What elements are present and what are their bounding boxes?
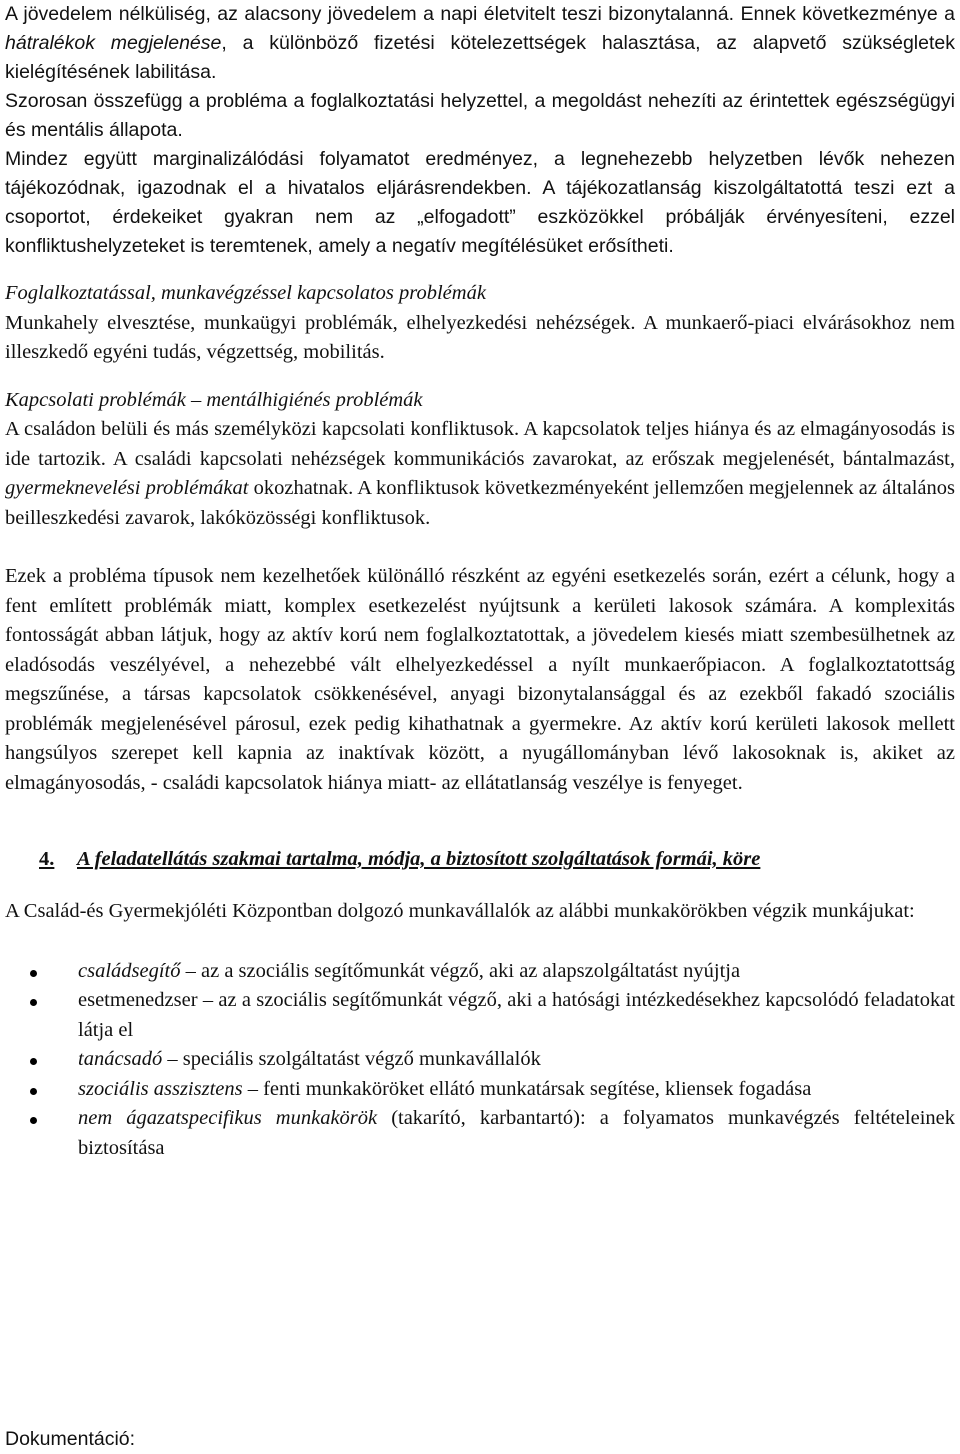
list-item [5,1075,955,1105]
spacer [5,871,955,897]
text-run: okozhatnak. A konfliktusok következményeként jellemzően megjelennek az általános beilleszkedési zavarok, lakóközösségi konfliktusok. [5,477,955,529]
list-item [5,1104,955,1163]
spacer [5,261,955,279]
text-run: , a különböző fizetési kötelezettségek halasztása, az alapvető szükségletek kielégítésének labilitása. [5,32,955,83]
relations-body [5,415,955,533]
section-title: A feladatellátás szakmai tartalma, módja, a biztosított szolgáltatások formái, köre [77,848,761,870]
role-term: családsegítő [78,959,181,982]
spacer [5,533,955,562]
roles-list [5,957,955,1164]
role-term: nem ágazatspecifikus munkakörök [78,1107,378,1129]
text-run: A jövedelem nélküliség, az alacsony jövedelem a napi életvitelt teszi bizonytalanná. Ennek következménye a [5,3,955,25]
list-item [5,1045,955,1075]
intro-paragraph-income [5,0,955,87]
bullet-icon [30,1088,37,1095]
role-description: – fenti munkaköröket ellátó munkatársak segítése, kliensek fogadása [242,1077,812,1100]
intro-paragraph-health: Szorosan összefügg a probléma a foglalkoztatási helyzettel, a megoldást nehezíti az érintettek egészségügyi és mentális állapota. [5,90,955,141]
employment-heading: Foglalkoztatással, munkavégzéssel kapcsolatos problémák [5,282,486,304]
role-description: – az a szociális segítőmunkát végző, aki a hatósági intézkedésekhez kapcsolódó feladatokat látja el [78,989,955,1041]
role-term: tanácsadó [78,1048,163,1070]
document-page [5,0,955,1163]
employment-body: Munkahely elvesztése, munkaügyi problémák, elhelyezkedési nehézségek. A munkaerő-piaci elvárásokhoz nem illeszkedő egyéni tudás, végzettség, mobilitás. [5,311,955,363]
spacer [5,368,955,386]
list-item [5,957,955,987]
role-term: szociális asszisztens [78,1077,243,1100]
spacer [5,927,955,957]
intro-paragraph-marginalization: Mindez együtt marginalizálódási folyamatot eredményez, a legnehezebb helyzetben lévők nehezen tájékozódnak, igazodnak el a hivatalos eljárásrendekben. A tájékozatlanság kiszolgáltatottá teszi ezt a csoportot, érdekeiket gyakran nem az „elfogadott” eszközökkel próbálják érvényesíteni, ezzel konfliktushelyzeteket is teremtenek, amely a negatív megítélésüket erősítheti. [5,148,955,257]
bullet-icon [30,970,37,977]
text-run: A családon belüli és más személyközi kapcsolati konfliktusok. A kapcsolatok teljes hiánya és az elmagányosodás is ide tartozik. A családi kapcsolati nehézségek kommunikációs zavarokat, az erőszak megjelenését, bántalmazást, [5,418,955,470]
role-description: – az a szociális segítőmunkát végző, aki az alapszolgáltatást nyújtja [180,959,741,982]
role-description: – speciális szolgáltatást végző munkavállalók [162,1048,541,1070]
documentation-label: Dokumentáció: [5,1428,136,1450]
complex-case-paragraph: Ezek a probléma típusok nem kezelhetőek különálló részként az egyéni esetkezelés során, ezért a célunk, hogy a fent említett problémák miatt, komplex esetkezelést nyújtsunk a kerületi lakosok számára. A komplexitás fontosságát abban látjuk, hogy az aktív korú nem foglalkoztatottak, a jövedelem kiesés miatt szembesülhetnek az eladósodás veszélyével, a nehezebbé vált elhelyezkedéssel a nyílt munkaerőpiacon. A foglalkoztatottság megszűnése, a társas kapcsolatok csökkenésével, anyagi bizonytalansággal és az ezekből fakadó szociális problémák megjelenésével párosul, ezek pedig kihathatnak a gyermekre. Az aktív korú kerületi lakosok mellett hangsúlyos szerepet kell kapnia az inaktívak között, a nyugállományban lévő lakosoknak is, akiket az elmagányosodás, - családi kapcsolatok hiánya miatt- az ellátatlanság veszélye is fenyeget. [5,565,955,794]
bullet-icon [30,999,37,1006]
bullet-icon [30,1117,37,1124]
relations-heading: Kapcsolati problémák – mentálhigiénés problémák [5,388,423,411]
list-item [5,986,955,1045]
role-term: esetmenedzser [78,989,198,1011]
section-4-intro: A Család-és Gyermekjóléti Központban dolgozó munkavállalók az alábbi munkakörökben végzik munkájukat: [5,900,915,922]
italic-phrase: gyermeknevelési problémákat [5,477,249,499]
spacer [5,798,955,848]
bullet-icon [30,1058,37,1065]
italic-phrase: hátralékok megjelenése [5,32,222,54]
role-description: (takarító, karbantartó): a folyamatos munkavégzés feltételeinek biztosítása [78,1107,955,1159]
section-4-heading [5,848,955,871]
section-number: 4. [39,848,55,870]
